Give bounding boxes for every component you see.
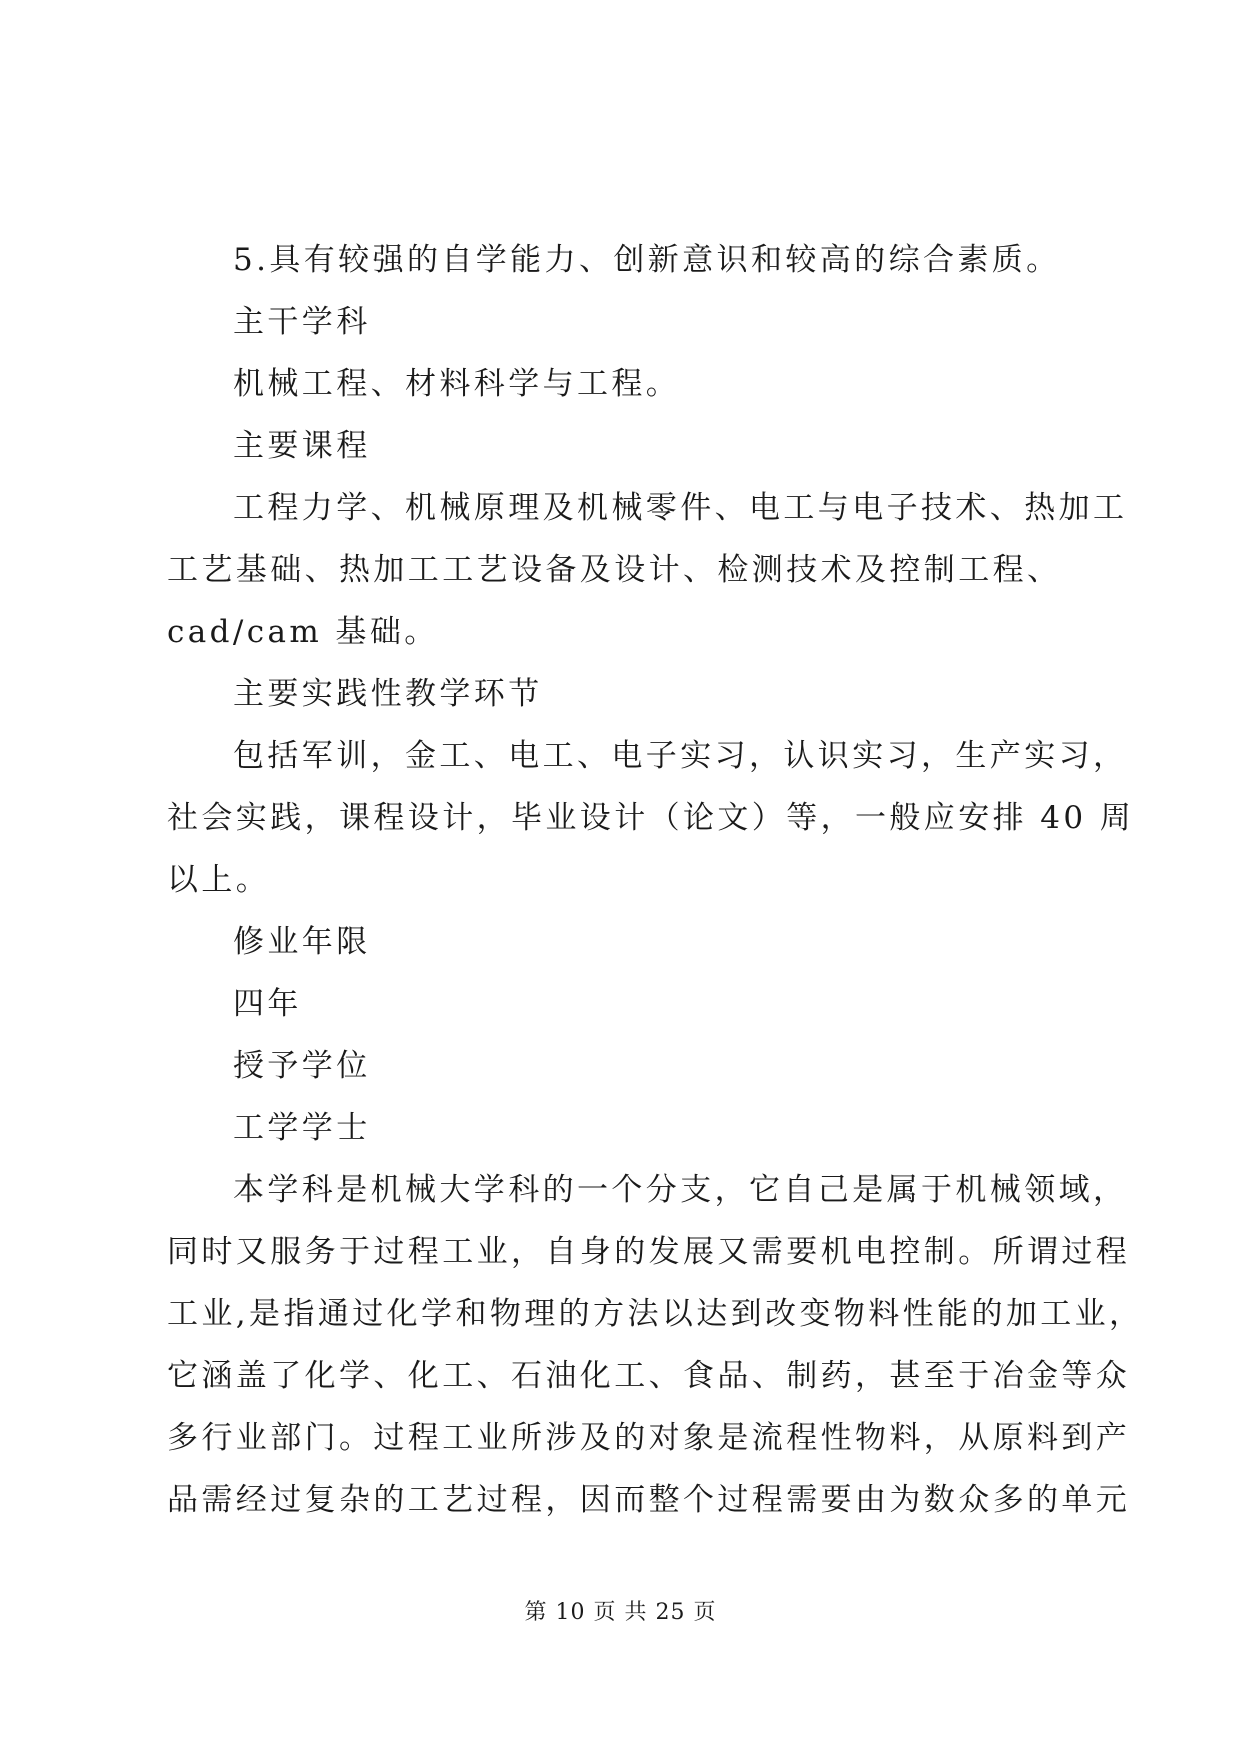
paragraph-line: 它涵盖了化学、化工、石油化工、食品、制药，甚至于冶金等众 (167, 1358, 1131, 1394)
paragraph-line: 5.具有较强的自学能力、创新意识和较高的综合素质。 (233, 242, 1061, 278)
paragraph-line: 社会实践，课程设计，毕业设计（论文）等，一般应安排 40 周 (167, 800, 1135, 836)
paragraph-line: 以上。 (167, 862, 271, 898)
paragraph-line: cad/cam 基础。 (167, 614, 439, 650)
paragraph-line: 工业,是指通过化学和物理的方法以达到改变物料性能的加工业， (167, 1296, 1144, 1332)
paragraph-line: 多行业部门。过程工业所涉及的对象是流程性物料，从原料到产 (167, 1420, 1131, 1456)
paragraph-line: 工艺基础、热加工工艺设备及设计、检测技术及控制工程、 (167, 552, 1062, 588)
paragraph-line: 包括军训，金工、电工、电子实习，认识实习，生产实习， (233, 738, 1128, 774)
paragraph-line: 工程力学、机械原理及机械零件、电工与电子技术、热加工 (233, 490, 1128, 526)
section-heading: 授予学位 (233, 1048, 371, 1084)
paragraph-line: 工学学士 (233, 1110, 371, 1146)
section-heading: 修业年限 (233, 924, 371, 960)
page-number-footer: 第 10 页 共 25 页 (524, 1600, 717, 1625)
paragraph-line: 品需经过复杂的工艺过程，因而整个过程需要由为数众多的单元 (167, 1482, 1131, 1518)
paragraph-line: 本学科是机械大学科的一个分支，它自己是属于机械领域， (233, 1172, 1128, 1208)
paragraph-line: 机械工程、材料科学与工程。 (233, 366, 681, 402)
section-heading: 主要课程 (233, 428, 371, 464)
paragraph-line: 同时又服务于过程工业，自身的发展又需要机电控制。所谓过程 (167, 1234, 1131, 1270)
paragraph-line: 四年 (233, 986, 302, 1022)
section-heading: 主干学科 (233, 304, 371, 340)
section-heading: 主要实践性教学环节 (233, 676, 543, 712)
